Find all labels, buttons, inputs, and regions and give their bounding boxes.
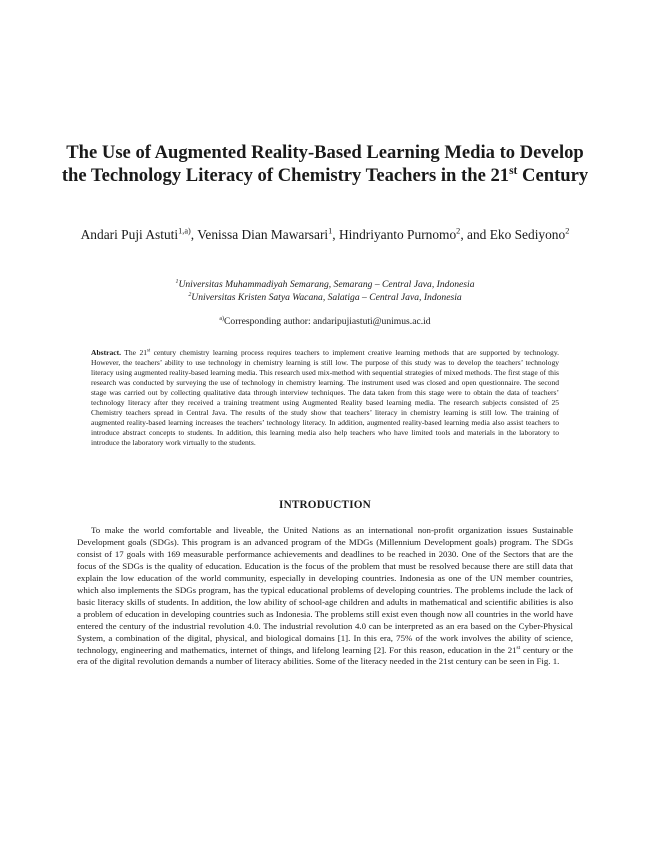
affiliation-text: Universitas Muhammadiyah Semarang, Semarang – Central Java, Indonesia [178,279,475,290]
corresponding-author [60,316,590,327]
section-heading: INTRODUCTION [279,499,371,511]
affiliation-list [60,279,590,304]
affiliation-mark: 1 [175,278,179,285]
author-name: , Hindriyanto Purnomo [332,227,457,242]
author-name: , and Eko Sediyono [460,227,566,242]
abstract-text-pre: The 21 [120,348,148,357]
title-superscript: st [509,164,518,177]
abstract [91,348,559,448]
corresponding-mark: a) [219,315,225,322]
corresponding-text: Corresponding author: andaripujiastuti@unimus.ac.id [224,316,431,327]
author-list [60,226,590,245]
author-affiliation-mark: 1,a) [178,226,191,236]
affiliation-line [60,292,590,305]
intro-text: To make the world comfortable and liveable, the United Nations as an international non-profit organization issues Sustainable Development goals (SDGs). This program is an advanced program of the MDGs (Millennium Development goals) program. The SDGs consist of 17 goals with 169 measurable performance achievements and deadlines to be reached in 2030. One of the Sectors that are the focus of the SDGs is the quality of education. Education is the focus of the problem that must be resolved because there are still data that explain the low education of the world community, especially in developing countries. Indonesia as one of the UN member countries, which also implements the SDGs program, has the typical educational problems of developing countries. The problems include the lack of basic literacy skills of students. In addition, the low ability of school-age children and adults in mathematical and scientific abilities is also a problem of education in developing countries such as Indonesia. The problems still exist even though now all countries in the world have entered the century of the industrial revolution 4.0. The industrial revolution 4.0 can be interpreted as an era based on the Cyber-Physical System, a combination of the digital, physical, and biological domains [1]. In this era, 75% of the work involves the ability of science, technology, engineering and mathematics, internet of things, and lifelong learning [2]. For this reason, education in the 21 [77,525,573,655]
author-affiliation-mark: 1 [328,226,333,236]
abstract-superscript: st [147,348,151,354]
affiliation-line [60,279,590,292]
author-affiliation-mark: 2 [456,226,461,236]
author-name: , Venissa Dian Mawarsari [190,227,329,242]
title-main: The Use of Augmented Reality-Based Learning Media to Develop the Technology Literacy of Chemistry Teachers in the 21 [61,142,584,186]
intro-superscript: st [516,644,521,651]
abstract-label: Abstract. [91,348,121,357]
abstract-text: century chemistry learning process requires teachers to implement creative learning methods that are supported by technology. However, the teachers’ ability to use technology in chemistry learning is still low. The purpose of this study was to develop the teachers’ technology literacy using augmented reality-based learning media. This research used mix-method with sequential strategies of mixed methods. The first stage of this research was conducted by surveying the use of technology in chemistry learning. The instrument used was closed and open questionnaire. The second stage was carried out by collecting qualitative data through interview techniques. The data taken from this stage were to obtain the data of teachers’ technology literacy after they received a training treatment using Augmented Reality based learning media. The research subjects consisted of 25 Chemistry teachers spread in Central Java. The results of the study show that teachers’ literacy in chemistry learning is still low. The training of augmented reality-based learning increases the teachers’ technology literacy. In addition, augmented reality-based learning media also assist teachers to introduce abstract concepts to students. In addition, this learning media also help teachers who have limited tools and materials in the laboratory to introduce the laboratory work virtually to the students. [91,348,560,447]
author-name: Andari Puji Astuti [80,227,179,242]
title-end: Century [517,164,589,186]
intro-text-end: century or the era of the digital revolution demands a number of literacy abilities. Some of the literacy needed in the 21st century can be seen in Fig. 1. [77,644,573,667]
intro-paragraph [77,525,573,668]
paper-title [60,142,590,187]
author-affiliation-mark: 2 [565,226,570,236]
affiliation-text: Universitas Kristen Satya Wacana, Salatiga – Central Java, Indonesia [191,291,462,303]
affiliation-mark: 2 [188,291,192,298]
